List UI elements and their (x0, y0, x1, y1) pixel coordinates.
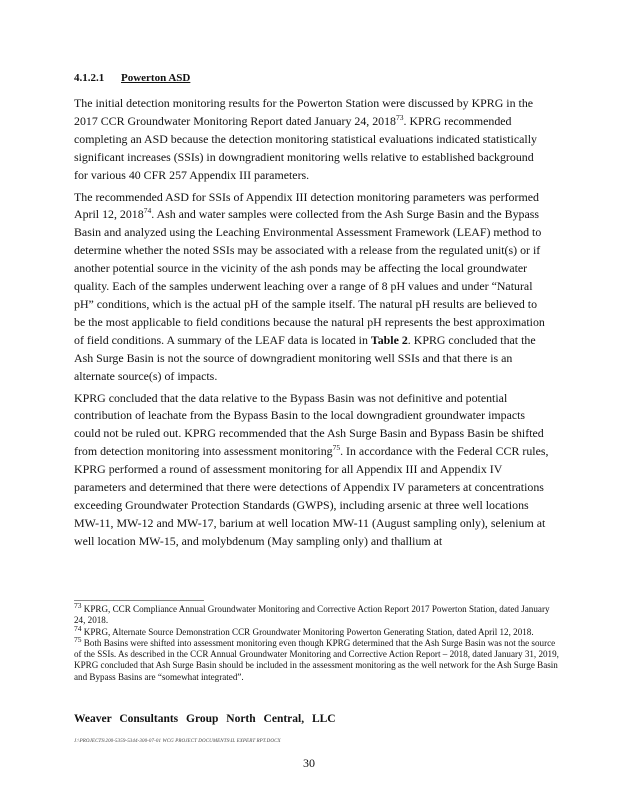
file-path: J:\PROJECTS\200-5359-5344-300-07-01 WCG PROJECT DOCUMENTS\IL EXPERT RPT.DOCX (74, 739, 281, 744)
paragraph-2 (74, 189, 550, 386)
footnote-number: 75 (74, 634, 82, 644)
footnotes (74, 600, 562, 683)
paragraph-3-text-a: KPRG concluded that the data relative to the Bypass Basin was not definitive and potential contribution of leachate from the Bypass Basin to the local downgradient groundwater impacts could not be ruled out. KPRG recommended that the Ash Surge Basin and Bypass Basin be shifted from detection monitoring into assessment monitoring (74, 390, 544, 459)
section-heading (74, 72, 196, 84)
footnote-75 (74, 634, 562, 683)
paragraph-1-text-b: . KPRG recommended completing an ASD because the detection monitoring statistical evaluations indicated statistically significant increases (SSIs) in downgradient monitoring wells relative to established background for various 40 CFR 257 Appendix III parameters. (74, 113, 537, 182)
footnote-74 (74, 623, 562, 638)
company-name: Weaver Consultants Group North Central, LLC (74, 713, 336, 725)
paragraph-2-text-b: . Ash and water samples were collected from the Ash Surge Basin and the Bypass Basin and analyzed using the Leaching Environmental Assessment Framework (LEAF) method to determine whether the noted SSIs may be associated with a release from the regulated unit(s) or if another potential source in the vicinity of the ash ponds may be affecting the local groundwater quality. Each of the samples underwent leaching over a range of 8 pH values and under “Natural pH” conditions, which is the actual pH of the sample itself. The natural pH results are believed to be the most applicable to field conditions because the natural pH represents the best approximation of field conditions. A summary of the LEAF data is located in (74, 207, 545, 347)
footnote-73 (74, 600, 562, 627)
body-text (74, 94, 550, 555)
paragraph-1-text-a: The initial detection monitoring results for the Powerton Station were discussed by KPRG in the 2017 CCR Groundwater Monitoring Report dated January 24, 2018 (74, 96, 534, 128)
footnote-text: Both Basins were shifted into assessment monitoring even though KPRG determined that the Ash Surge Basin was not the source of the SSIs. As described in the CCR Annual Groundwater Monitoring and Corrective Action Report – 2018, dated January 31, 2019, KPRG concluded that Ash Surge Basin should be included in the assessment monitoring as the well network for the Ash Surge Basin and Bypass Basins are “somewhat integrated”. (74, 637, 559, 682)
paragraph-3-text-b: . In accordance with the Federal CCR rules, KPRG performed a round of assessment monitoring for all Appendix III and Appendix IV parameters and determined that there were detections of Appendix IV parameters at concentrations exceeding Groundwater Protection Standards (GWPS), including arsenic at three well locations MW-11, MW-12 and MW-17, barium at well location MW-11 (August sampling only), selenium at well location MW-15, and molybdenum (May sampling only) and thallium at (74, 444, 549, 548)
page-number: 30 (303, 756, 315, 770)
footnote-text: KPRG, Alternate Source Demonstration CCR Groundwater Monitoring Powerton Generating Station, dated April 12, 2018. (83, 626, 534, 637)
table-reference: Table 2 (370, 332, 408, 347)
footnote-number: 74 (74, 623, 82, 633)
footnote-text: KPRG, CCR Compliance Annual Groundwater Monitoring and Corrective Action Report 2017 Powerton Station, dated January 24, 2018. (74, 604, 550, 626)
paragraph-1 (74, 95, 550, 185)
paragraph-2-text-a: The recommended ASD for SSIs of Appendix III detection monitoring parameters was performed April 12, 2018 (74, 189, 539, 222)
footnote-divider (74, 600, 204, 601)
section-title: Powerton ASD (121, 72, 191, 84)
paragraph-2-text-c: . KPRG concluded that the Ash Surge Basin is not the source of downgradient monitoring well SSIs and that there is an alternate source(s) of impacts. (74, 332, 536, 383)
section-number: 4.1.2.1 (74, 72, 105, 84)
paragraph-3 (74, 390, 550, 551)
footnote-ref-75: 75 (332, 443, 341, 453)
footnote-ref-73: 73 (396, 112, 404, 122)
footnote-ref-74: 74 (143, 206, 152, 216)
footnote-number: 73 (74, 600, 82, 610)
